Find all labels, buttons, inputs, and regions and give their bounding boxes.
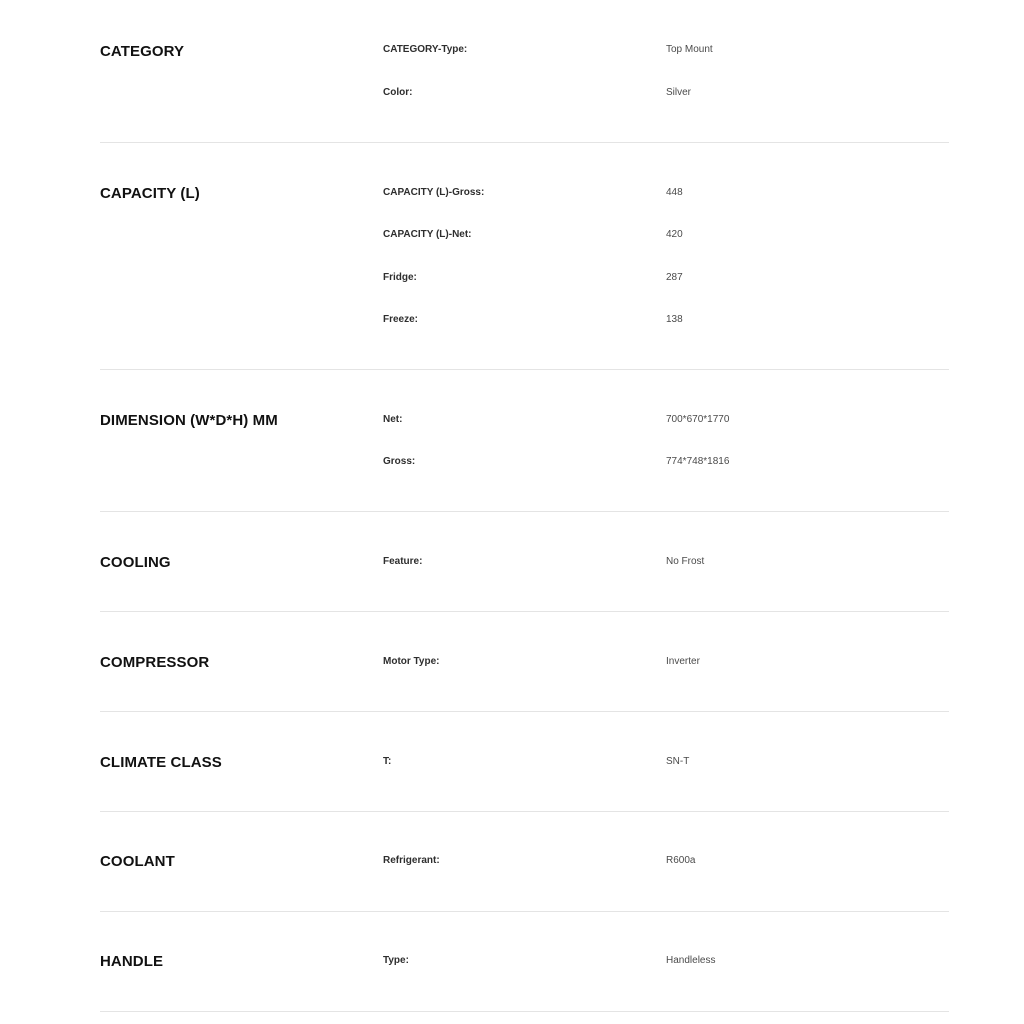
- spec-label: Refrigerant:: [383, 855, 440, 866]
- spec-row: [383, 188, 949, 202]
- spec-label: Freeze:: [383, 314, 419, 325]
- spec-row: [383, 230, 949, 244]
- spec-row: [383, 956, 949, 970]
- spec-label: Motor Type:: [383, 656, 440, 667]
- section-title: COMPRESSOR: [100, 654, 210, 671]
- spec-value: Inverter: [666, 656, 700, 667]
- spec-value: R600a: [666, 855, 696, 866]
- spec-value: SN-T: [666, 756, 690, 767]
- spec-label: Feature:: [383, 556, 423, 567]
- section-title: CLIMATE CLASS: [100, 754, 222, 771]
- spec-row: [383, 557, 949, 571]
- section-title: COOLANT: [100, 853, 175, 870]
- spec-section-handle: [100, 912, 949, 1012]
- spec-section-compressor: [100, 612, 949, 712]
- section-title: DIMENSION (W*D*H) MM: [100, 412, 278, 429]
- spec-label: Fridge:: [383, 272, 417, 283]
- spec-value: 420: [666, 229, 683, 240]
- spec-section-coolant: [100, 812, 949, 912]
- section-title: HANDLE: [100, 953, 164, 970]
- spec-value: 287: [666, 272, 683, 283]
- spec-section-climate-class: [100, 712, 949, 812]
- section-title: CATEGORY: [100, 43, 185, 60]
- spec-section-category: [100, 0, 949, 143]
- spec-label: Gross:: [383, 456, 416, 467]
- spec-row: [383, 657, 949, 671]
- spec-label: T:: [383, 756, 392, 767]
- spec-label: Net:: [383, 414, 403, 425]
- spec-label: CATEGORY-Type:: [383, 44, 468, 55]
- spec-row: [383, 315, 949, 329]
- spec-table: [100, 0, 949, 1012]
- spec-value: No Frost: [666, 556, 705, 567]
- section-title: COOLING: [100, 554, 171, 571]
- spec-label: Type:: [383, 955, 409, 966]
- spec-value: 448: [666, 187, 683, 198]
- spec-row: [383, 856, 949, 870]
- spec-section-cooling: [100, 512, 949, 612]
- section-title: CAPACITY (L): [100, 185, 200, 202]
- spec-row: [383, 757, 949, 771]
- spec-row: [383, 88, 949, 102]
- spec-value: Top Mount: [666, 44, 713, 55]
- spec-section-capacity: [100, 143, 949, 370]
- spec-value: Silver: [666, 87, 692, 98]
- spec-value: Handleless: [666, 955, 716, 966]
- spec-row: [383, 45, 949, 59]
- spec-label: CAPACITY (L)-Net:: [383, 229, 472, 240]
- spec-value: 700*670*1770: [666, 414, 730, 425]
- spec-value: 774*748*1816: [666, 456, 730, 467]
- spec-section-dimension: [100, 370, 949, 512]
- spec-label: Color:: [383, 87, 413, 98]
- spec-row: [383, 457, 949, 471]
- spec-row: [383, 415, 949, 429]
- spec-label: CAPACITY (L)-Gross:: [383, 187, 485, 198]
- spec-value: 138: [666, 314, 683, 325]
- spec-row: [383, 273, 949, 287]
